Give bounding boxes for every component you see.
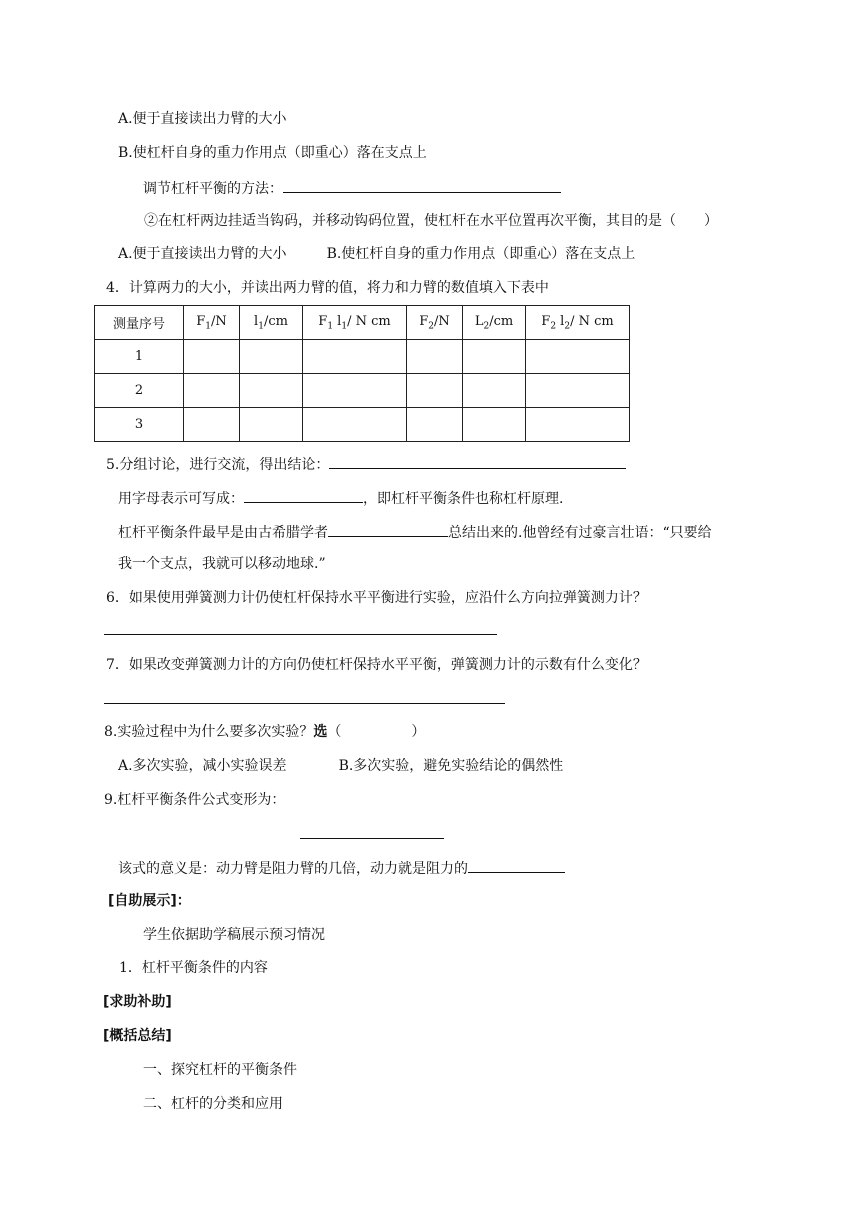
table-cell[interactable] bbox=[240, 408, 303, 442]
q8-options bbox=[118, 757, 563, 775]
table-cell[interactable] bbox=[407, 408, 463, 442]
q9-question: 9.杠杆平衡条件公式变形为： bbox=[104, 792, 286, 808]
self-show-heading: [自助展示]： bbox=[108, 893, 191, 909]
table-cell[interactable] bbox=[407, 340, 463, 374]
q6-answer-line[interactable] bbox=[104, 634, 497, 635]
q3-method-label: 调节杠杆平衡的方法： bbox=[143, 181, 283, 197]
row-seq: 3 bbox=[95, 408, 184, 442]
header-f1l1: $F_1$ $l_1/$ N cm bbox=[303, 306, 407, 340]
q5-conclusion-blank[interactable] bbox=[329, 454, 626, 469]
header-f1: $F_1/N$ bbox=[184, 306, 240, 340]
q3-method-blank[interactable] bbox=[283, 178, 561, 193]
q8-paren: （ ） bbox=[327, 724, 426, 740]
table-header-row bbox=[95, 306, 630, 340]
q9-meaning bbox=[118, 858, 565, 878]
q5-archimedes-label: 杠杆平衡条件最早是由古希腊学者 bbox=[118, 525, 328, 541]
header-l1: $l_1/cm$ bbox=[240, 306, 303, 340]
q8-label: 8.实验过程中为什么要多次实验？ bbox=[104, 724, 314, 740]
q8-select-word: 选 bbox=[313, 724, 328, 740]
table-cell[interactable] bbox=[407, 374, 463, 408]
table-cell[interactable] bbox=[526, 340, 630, 374]
q9-formula-blank[interactable] bbox=[300, 838, 444, 839]
table-row bbox=[95, 408, 630, 442]
q5-letter-suffix: ，即杠杆平衡条件也称杠杆原理. bbox=[363, 491, 564, 507]
q8-question bbox=[104, 723, 425, 741]
q3-2-options bbox=[118, 245, 635, 263]
table-cell[interactable] bbox=[184, 374, 240, 408]
q5-letter-label: 用字母表示可写成： bbox=[118, 491, 244, 507]
table-cell[interactable] bbox=[526, 374, 630, 408]
q3-method bbox=[143, 178, 561, 198]
q5-archimedes-suffix: 总结出来的.他曾经有过豪言壮语：“只要给 bbox=[448, 525, 712, 541]
q5-letter-line bbox=[118, 488, 563, 508]
self-show-text: 学生依据助学稿展示预习情况 bbox=[143, 927, 325, 943]
q5-letter-blank[interactable] bbox=[244, 488, 363, 503]
self-show-item: 1．杠杆平衡条件的内容 bbox=[119, 960, 268, 976]
q9-meaning-label: 该式的意义是：动力臂是阻力臂的几倍，动力就是阻力的 bbox=[118, 861, 468, 877]
q5-question bbox=[106, 454, 626, 474]
table-cell[interactable] bbox=[240, 340, 303, 374]
header-seq: 测量序号 bbox=[95, 306, 184, 340]
summary-item-1: 一、探究杠杆的平衡条件 bbox=[143, 1062, 297, 1078]
q9-meaning-blank[interactable] bbox=[468, 858, 565, 873]
row-seq: 2 bbox=[95, 374, 184, 408]
q3-2-question: ②在杠杆两边挂适当钩码，并移动钩码位置，使杠杆在水平位置再次平衡，其目的是（ ） bbox=[144, 213, 718, 229]
header-f2l2: $F_2$ $l_2/$ N cm bbox=[526, 306, 630, 340]
table-cell[interactable] bbox=[240, 374, 303, 408]
table-cell[interactable] bbox=[303, 374, 407, 408]
q3-2-option-b: B.使杠杆自身的重力作用点（即重心）落在支点上 bbox=[326, 246, 636, 262]
q5-scholar-blank[interactable] bbox=[328, 522, 448, 537]
measurement-table bbox=[94, 305, 630, 442]
table-cell[interactable] bbox=[303, 340, 407, 374]
q3-1-option-a: A.便于直接读出力臂的大小 bbox=[118, 111, 287, 127]
header-f2: $F_2/N$ bbox=[407, 306, 463, 340]
q8-option-b: B.多次实验，避免实验结论的偶然性 bbox=[338, 758, 564, 774]
table-cell[interactable] bbox=[463, 408, 526, 442]
q5-label: 5.分组讨论，进行交流，得出结论： bbox=[106, 457, 330, 473]
q5-quote-continuation: 我一个支点，我就可以移动地球.” bbox=[118, 556, 326, 572]
q3-1-option-b: B.使杠杆自身的重力作用点（即重心）落在支点上 bbox=[118, 145, 427, 161]
table-cell[interactable] bbox=[303, 408, 407, 442]
table-row bbox=[95, 340, 630, 374]
q7-question: 7．如果改变弹簧测力计的方向仍使杠杆保持水平平衡，弹簧测力计的示数有什么变化？ bbox=[106, 657, 647, 673]
seek-help-heading: [求助补助] bbox=[103, 994, 172, 1010]
q3-2-option-a: A.便于直接读出力臂的大小 bbox=[118, 246, 287, 262]
table-cell[interactable] bbox=[184, 408, 240, 442]
table-cell[interactable] bbox=[184, 340, 240, 374]
header-l2: $L_2/cm$ bbox=[463, 306, 526, 340]
row-seq: 1 bbox=[95, 340, 184, 374]
q4-instruction: 4．计算两力的大小，并读出两力臂的值，将力和力臂的数值填入下表中 bbox=[106, 280, 549, 296]
table-cell[interactable] bbox=[526, 408, 630, 442]
summary-item-2: 二、杠杆的分类和应用 bbox=[143, 1096, 283, 1112]
q6-question: 6．如果使用弹簧测力计仍使杠杆保持水平平衡进行实验，应沿什么方向拉弹簧测力计？ bbox=[106, 590, 647, 606]
table-cell[interactable] bbox=[463, 340, 526, 374]
q8-option-a: A.多次实验，减小实验误差 bbox=[118, 758, 287, 774]
summary-heading: [概括总结] bbox=[103, 1028, 172, 1044]
table-cell[interactable] bbox=[463, 374, 526, 408]
q5-archimedes-line bbox=[118, 522, 712, 542]
table-row bbox=[95, 374, 630, 408]
q7-answer-line[interactable] bbox=[104, 703, 505, 704]
